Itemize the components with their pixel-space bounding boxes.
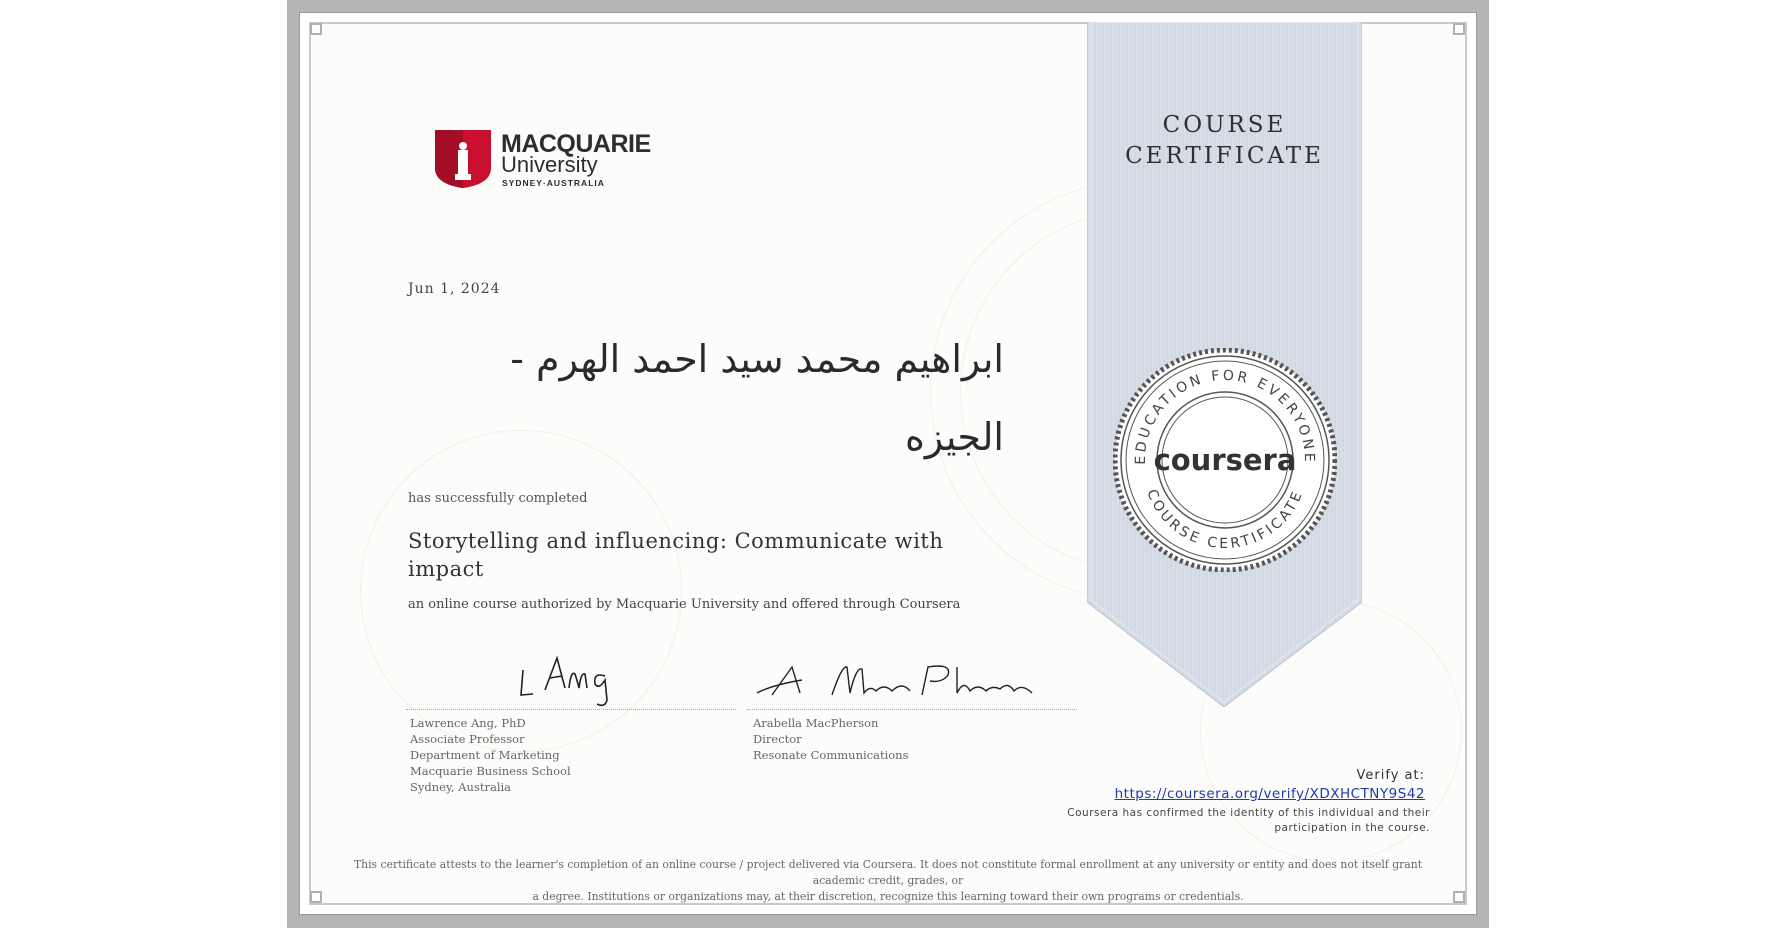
certificate-disclaimer [330, 857, 1446, 905]
recipient-name-line2: الجيزه [904, 415, 1004, 459]
coursera-seal [1113, 348, 1337, 572]
signature-lawrence-ang [515, 650, 625, 710]
confirmation-line1: Coursera has confirmed the identity of this individual and their [1067, 807, 1430, 819]
completed-text: has successfully completed [408, 491, 588, 506]
signer-2-line: Resonate Communications [753, 748, 909, 762]
signature-arabella-macpherson [752, 655, 1042, 705]
verify-label: Verify at: [1356, 768, 1425, 783]
signer-1-line: Lawrence Ang, PhD [410, 716, 526, 730]
signer-1-line: Associate Professor [410, 732, 525, 746]
logo-name-line1: MACQUARIE [501, 130, 651, 158]
logo-name-line3: SYDNEY·AUSTRALIA [502, 178, 605, 188]
signer-block-1 [410, 715, 571, 795]
seal-ring-bottom: COURSE CERTIFICATE [1143, 487, 1307, 552]
disclaimer-line2: a degree. Institutions or organizations may, at their discretion, recognize this learning toward their own programs or credentials. [532, 890, 1244, 903]
signer-1-line: Department of Marketing [410, 748, 560, 762]
signer-block-2 [753, 715, 909, 763]
seal-ring-top: EDUCATION FOR EVERYONE [1132, 367, 1318, 465]
ribbon-title [1087, 110, 1362, 172]
ribbon-title-line2: CERTIFICATE [1125, 143, 1324, 169]
signature-line [406, 709, 736, 711]
macquarie-logo-icon [433, 128, 493, 190]
ribbon-title-line1: COURSE [1162, 112, 1287, 138]
signer-1-line: Sydney, Australia [410, 780, 512, 794]
signer-1-line: Macquarie Business School [410, 764, 571, 778]
corner-ornament [1453, 23, 1465, 35]
course-title: Storytelling and influencing: Communicate with impact [408, 529, 944, 581]
corner-ornament [1453, 891, 1465, 903]
recipient-name [404, 320, 1004, 476]
identity-confirmation [1040, 806, 1430, 836]
completion-date: Jun 1, 2024 [408, 281, 501, 297]
signer-2-line: Director [753, 732, 802, 746]
disclaimer-line1: This certificate attests to the learner's completion of an online course / project delivered via Coursera. It does not constitute formal enrollment at any university or entity and does not itself grant academic credit, grades, or [353, 858, 1423, 887]
logo-name-line2: University [501, 152, 598, 177]
corner-ornament [310, 891, 322, 903]
corner-ornament [310, 23, 322, 35]
recipient-name-line1: ابراهيم محمد سيد احمد الهرم - [510, 337, 1004, 381]
confirmation-line2: participation in the course. [1274, 822, 1430, 834]
verify-block [1000, 768, 1425, 802]
signer-2-line: Arabella MacPherson [753, 716, 879, 730]
verify-link[interactable]: https://coursera.org/verify/XDXHCTNY9S42 [1114, 786, 1425, 802]
authorization-text: an online course authorized by Macquarie University and offered through Coursera [408, 597, 961, 612]
signature-line [747, 709, 1077, 711]
seal-brand: coursera [1153, 443, 1297, 477]
